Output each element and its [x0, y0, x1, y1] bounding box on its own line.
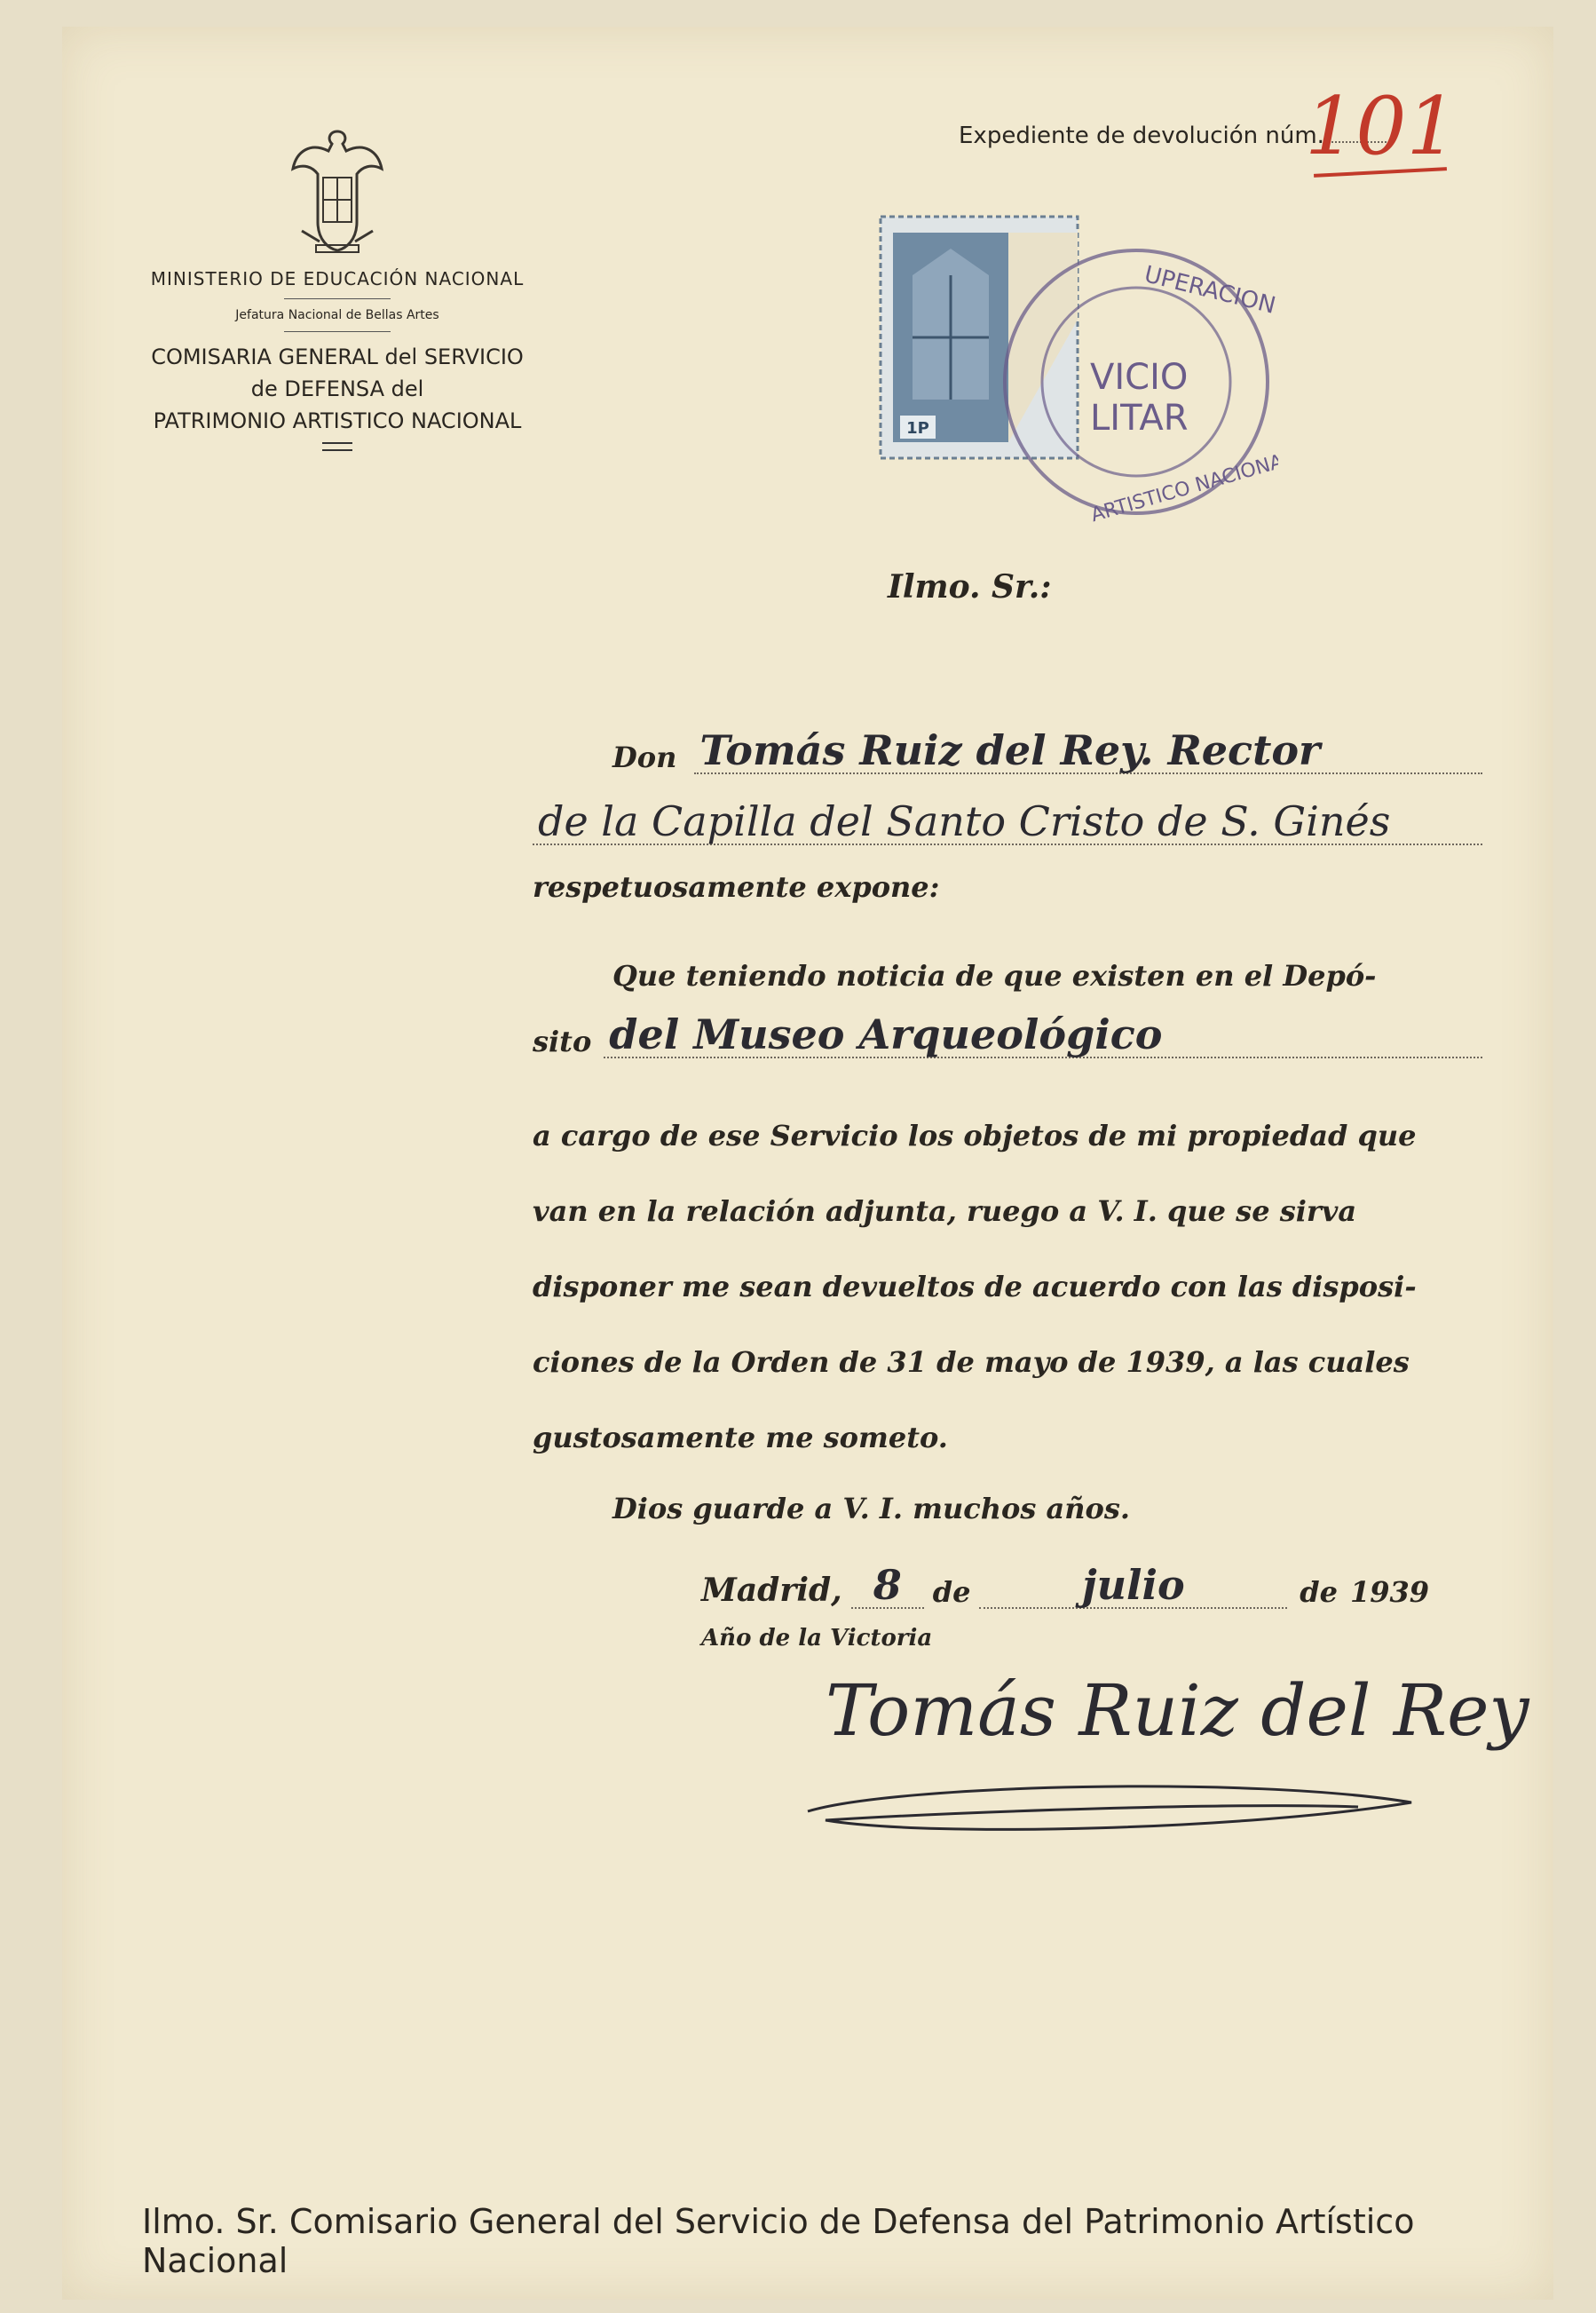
expediente-label: Expediente de devolución núm.	[959, 123, 1324, 149]
don-name: Tomás Ruiz del Rey. Rector	[694, 728, 1482, 774]
jefatura-name: Jefatura Nacional de Bellas Artes	[235, 308, 439, 322]
document-page	[62, 27, 1553, 2300]
seal-middle-line-1: VICIO	[1090, 357, 1189, 398]
seal-top-text: UPERACION	[1141, 261, 1278, 320]
seal-icon	[994, 240, 1278, 524]
footer-addressee: Ilmo. Sr. Comisario General del Servicio de Defensa del Patrimonio Artístico Nacional	[142, 2202, 1415, 2280]
paragraph-line-6: ciones de la Orden de 31 de mayo de 1939, a las cuales	[533, 1345, 1410, 1379]
divider	[284, 298, 391, 299]
seal-bottom-text: ARTISTICO NACIONAL	[1088, 448, 1278, 524]
expediente-number: 101	[1305, 80, 1458, 173]
double-rule	[322, 442, 352, 451]
date-de-2: de	[1300, 1575, 1338, 1609]
signature-flourish-icon	[790, 1767, 1429, 1847]
date-de-1: de	[932, 1575, 971, 1609]
date-month: julio	[979, 1563, 1287, 1609]
don-row-2	[533, 799, 1482, 845]
stamp-denomination: 1P	[906, 419, 929, 438]
don-label: Don	[612, 741, 677, 774]
seal-middle-line-2: LITAR	[1090, 398, 1189, 439]
place: Madrid,	[701, 1572, 842, 1609]
date-day: 8	[851, 1563, 924, 1609]
letterhead	[107, 124, 568, 451]
comisaria-line-2: de DEFENSA del	[250, 376, 424, 401]
divider	[284, 331, 391, 332]
expone-text: respetuosamente expone:	[533, 870, 940, 904]
circular-seal	[994, 240, 1278, 528]
paragraph-line-1: Que teniendo noticia de que existen en el Depó-	[612, 959, 1377, 993]
paragraph-line-3: a cargo de ese Servicio los objetos de mi propiedad que	[533, 1119, 1417, 1153]
paragraph-line-7: gustosamente me someto.	[533, 1421, 948, 1454]
don-name-line-2: de la Capilla del Santo Cristo de S. Ginés	[533, 799, 1482, 845]
deposito-row	[533, 1012, 1482, 1058]
victoria-text: Año de la Victoria	[701, 1625, 933, 1652]
signature: Tomás Ruiz del Rey	[826, 1669, 1529, 1752]
date-year: 1939	[1349, 1575, 1429, 1609]
closing-formula: Dios guarde a V. I. muchos años.	[612, 1492, 1131, 1525]
paragraph-line-4: van en la relación adjunta, ruego a V. I. que se sirva	[533, 1194, 1357, 1228]
deposito-name: del Museo Arqueológico	[604, 1012, 1482, 1058]
sito-label: sito	[533, 1025, 592, 1058]
comisaria-line-1: COMISARIA GENERAL del SERVICIO	[151, 345, 524, 369]
comisaria-line-3: PATRIMONIO ARTISTICO NACIONAL	[153, 408, 522, 433]
paragraph-line-5: disponer me sean devueltos de acuerdo con las disposi-	[533, 1270, 1417, 1303]
don-row	[612, 728, 1482, 774]
salutation: Ilmo. Sr.:	[888, 568, 1052, 606]
ministry-name: MINISTERIO DE EDUCACIÓN NACIONAL	[150, 268, 525, 289]
date-row	[701, 1563, 1429, 1609]
coat-of-arms-icon	[284, 124, 391, 257]
